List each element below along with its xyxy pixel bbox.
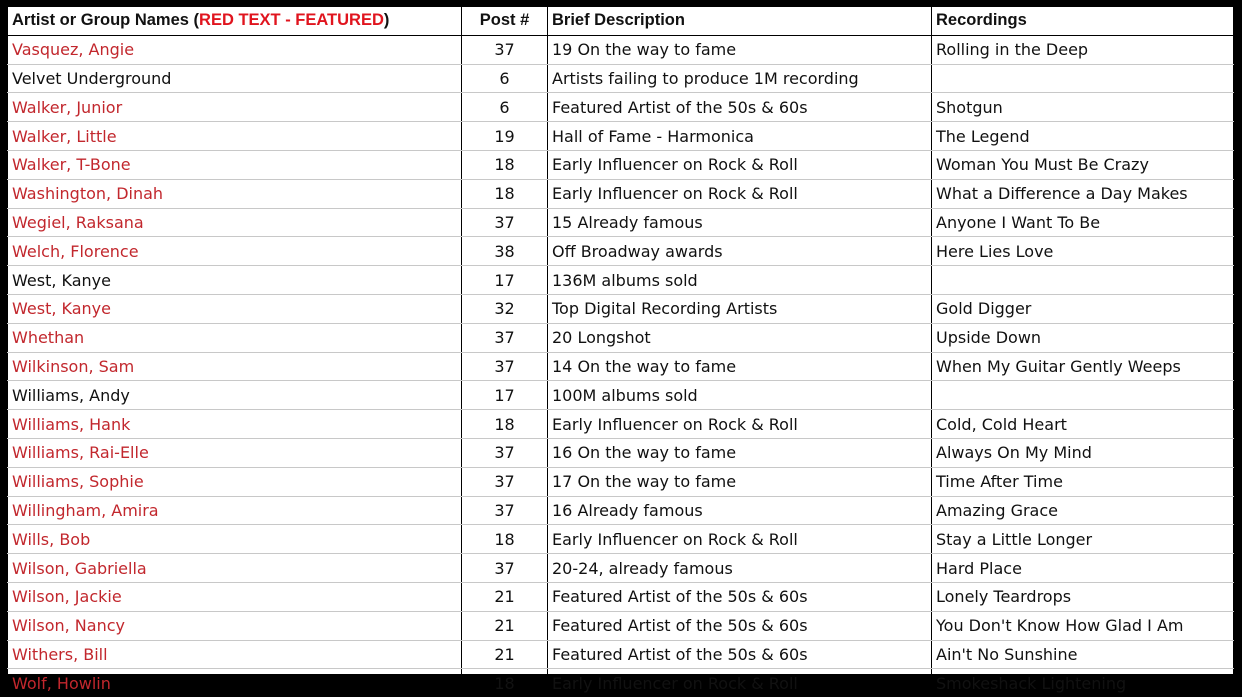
artist-name-cell: West, Kanye xyxy=(8,294,462,323)
post-number-cell: 32 xyxy=(462,294,548,323)
recording-cell: You Don't Know How Glad I Am xyxy=(932,611,1234,640)
table-row xyxy=(8,611,1234,640)
description-cell: 15 Already famous xyxy=(548,208,932,237)
post-number-cell: 37 xyxy=(462,467,548,496)
header-name-prefix: Artist or Group Names ( xyxy=(12,11,200,30)
description-cell: Featured Artist of the 50s & 60s xyxy=(548,611,932,640)
table-row xyxy=(8,467,1234,496)
recording-cell: Stay a Little Longer xyxy=(932,525,1234,554)
description-cell: Top Digital Recording Artists xyxy=(548,294,932,323)
description-cell: Early Influencer on Rock & Roll xyxy=(548,150,932,179)
artist-name-cell: Whethan xyxy=(8,323,462,352)
table-row xyxy=(8,496,1234,525)
recording-cell: Woman You Must Be Crazy xyxy=(932,150,1234,179)
post-number-cell: 17 xyxy=(462,266,548,295)
post-number-cell: 18 xyxy=(462,525,548,554)
description-cell: Featured Artist of the 50s & 60s xyxy=(548,93,932,122)
column-header-description: Brief Description xyxy=(548,7,932,35)
post-number-cell: 21 xyxy=(462,582,548,611)
post-number-cell: 37 xyxy=(462,35,548,64)
table-row xyxy=(8,640,1234,669)
recording-cell: The Legend xyxy=(932,122,1234,151)
description-cell: 136M albums sold xyxy=(548,266,932,295)
artist-name-cell: Walker, Junior xyxy=(8,93,462,122)
column-header-recordings: Recordings xyxy=(932,7,1234,35)
recording-cell: Anyone I Want To Be xyxy=(932,208,1234,237)
artist-name-cell: Wilson, Gabriella xyxy=(8,554,462,583)
artist-name-cell: Walker, Little xyxy=(8,122,462,151)
table-row xyxy=(8,237,1234,266)
table-row xyxy=(8,554,1234,583)
table-row xyxy=(8,35,1234,64)
post-number-cell: 37 xyxy=(462,323,548,352)
description-cell: Off Broadway awards xyxy=(548,237,932,266)
description-cell: 17 On the way to fame xyxy=(548,467,932,496)
description-cell: Artists failing to produce 1M recording xyxy=(548,64,932,93)
post-number-cell: 21 xyxy=(462,640,548,669)
artist-name-cell: Williams, Hank xyxy=(8,410,462,439)
artist-name-cell: West, Kanye xyxy=(8,266,462,295)
recording-cell: Here Lies Love xyxy=(932,237,1234,266)
description-cell: 16 On the way to fame xyxy=(548,438,932,467)
recording-cell xyxy=(932,381,1234,410)
post-number-cell: 6 xyxy=(462,93,548,122)
recording-cell: Lonely Teardrops xyxy=(932,582,1234,611)
header-name-suffix: ) xyxy=(383,11,390,30)
table-row xyxy=(8,381,1234,410)
table-row xyxy=(8,93,1234,122)
table-row xyxy=(8,525,1234,554)
post-number-cell: 18 xyxy=(462,410,548,439)
table-row xyxy=(8,208,1234,237)
artist-name-cell: Welch, Florence xyxy=(8,237,462,266)
recording-cell: Hard Place xyxy=(932,554,1234,583)
description-cell: Early Influencer on Rock & Roll xyxy=(548,669,932,697)
recording-cell: Time After Time xyxy=(932,467,1234,496)
description-cell: 20-24, already famous xyxy=(548,554,932,583)
table-row xyxy=(8,122,1234,151)
table-body xyxy=(8,35,1234,697)
artist-name-cell: Walker, T-Bone xyxy=(8,150,462,179)
artist-name-cell: Wilson, Nancy xyxy=(8,611,462,640)
post-number-cell: 37 xyxy=(462,496,548,525)
recording-cell: Ain't No Sunshine xyxy=(932,640,1234,669)
recording-cell xyxy=(932,266,1234,295)
recording-cell: Upside Down xyxy=(932,323,1234,352)
artist-name-cell: Washington, Dinah xyxy=(8,179,462,208)
artist-name-cell: Vasquez, Angie xyxy=(8,35,462,64)
post-number-cell: 19 xyxy=(462,122,548,151)
table-row xyxy=(8,438,1234,467)
table-row xyxy=(8,410,1234,439)
table-row xyxy=(8,64,1234,93)
description-cell: Early Influencer on Rock & Roll xyxy=(548,525,932,554)
recording-cell: Always On My Mind xyxy=(932,438,1234,467)
description-cell: 20 Longshot xyxy=(548,323,932,352)
post-number-cell: 6 xyxy=(462,64,548,93)
table-row xyxy=(8,179,1234,208)
post-number-cell: 37 xyxy=(462,438,548,467)
description-cell: Featured Artist of the 50s & 60s xyxy=(548,582,932,611)
recording-cell: When My Guitar Gently Weeps xyxy=(932,352,1234,381)
recording-cell: What a Difference a Day Makes xyxy=(932,179,1234,208)
artist-name-cell: Williams, Andy xyxy=(8,381,462,410)
recording-cell: Gold Digger xyxy=(932,294,1234,323)
post-number-cell: 21 xyxy=(462,611,548,640)
artist-name-cell: Williams, Sophie xyxy=(8,467,462,496)
artist-name-cell: Wolf, Howlin xyxy=(8,669,462,697)
post-number-cell: 18 xyxy=(462,669,548,697)
recording-cell: Rolling in the Deep xyxy=(932,35,1234,64)
artist-name-cell: Willingham, Amira xyxy=(8,496,462,525)
description-cell: 14 On the way to fame xyxy=(548,352,932,381)
post-number-cell: 37 xyxy=(462,554,548,583)
post-number-cell: 38 xyxy=(462,237,548,266)
recording-cell: Amazing Grace xyxy=(932,496,1234,525)
artist-name-cell: Wilkinson, Sam xyxy=(8,352,462,381)
column-header-artist xyxy=(8,7,462,35)
artist-name-cell: Wegiel, Raksana xyxy=(8,208,462,237)
table-row xyxy=(8,352,1234,381)
table-row xyxy=(8,150,1234,179)
description-cell: 100M albums sold xyxy=(548,381,932,410)
post-number-cell: 18 xyxy=(462,150,548,179)
description-cell: 19 On the way to fame xyxy=(548,35,932,64)
recording-cell: Shotgun xyxy=(932,93,1234,122)
post-number-cell: 37 xyxy=(462,208,548,237)
artist-name-cell: Velvet Underground xyxy=(8,64,462,93)
header-featured-note: RED TEXT - FEATURED xyxy=(199,11,384,30)
description-cell: Early Influencer on Rock & Roll xyxy=(548,179,932,208)
recording-cell xyxy=(932,64,1234,93)
post-number-cell: 18 xyxy=(462,179,548,208)
table-row xyxy=(8,294,1234,323)
table-row xyxy=(8,266,1234,295)
table-row xyxy=(8,582,1234,611)
description-cell: 16 Already famous xyxy=(548,496,932,525)
recording-cell: Cold, Cold Heart xyxy=(932,410,1234,439)
description-cell: Early Influencer on Rock & Roll xyxy=(548,410,932,439)
artist-name-cell: Wills, Bob xyxy=(8,525,462,554)
table-row xyxy=(8,323,1234,352)
artist-name-cell: Withers, Bill xyxy=(8,640,462,669)
artist-name-cell: Williams, Rai-Elle xyxy=(8,438,462,467)
recording-cell: Smokeshack Lightening xyxy=(932,669,1234,697)
header-row xyxy=(8,7,1234,35)
description-cell: Hall of Fame - Harmonica xyxy=(548,122,932,151)
artist-table xyxy=(7,7,1234,697)
description-cell: Featured Artist of the 50s & 60s xyxy=(548,640,932,669)
table-row xyxy=(8,669,1234,697)
column-header-post: Post # xyxy=(462,7,548,35)
artist-name-cell: Wilson, Jackie xyxy=(8,582,462,611)
artist-table-sheet xyxy=(5,5,1235,693)
post-number-cell: 17 xyxy=(462,381,548,410)
post-number-cell: 37 xyxy=(462,352,548,381)
